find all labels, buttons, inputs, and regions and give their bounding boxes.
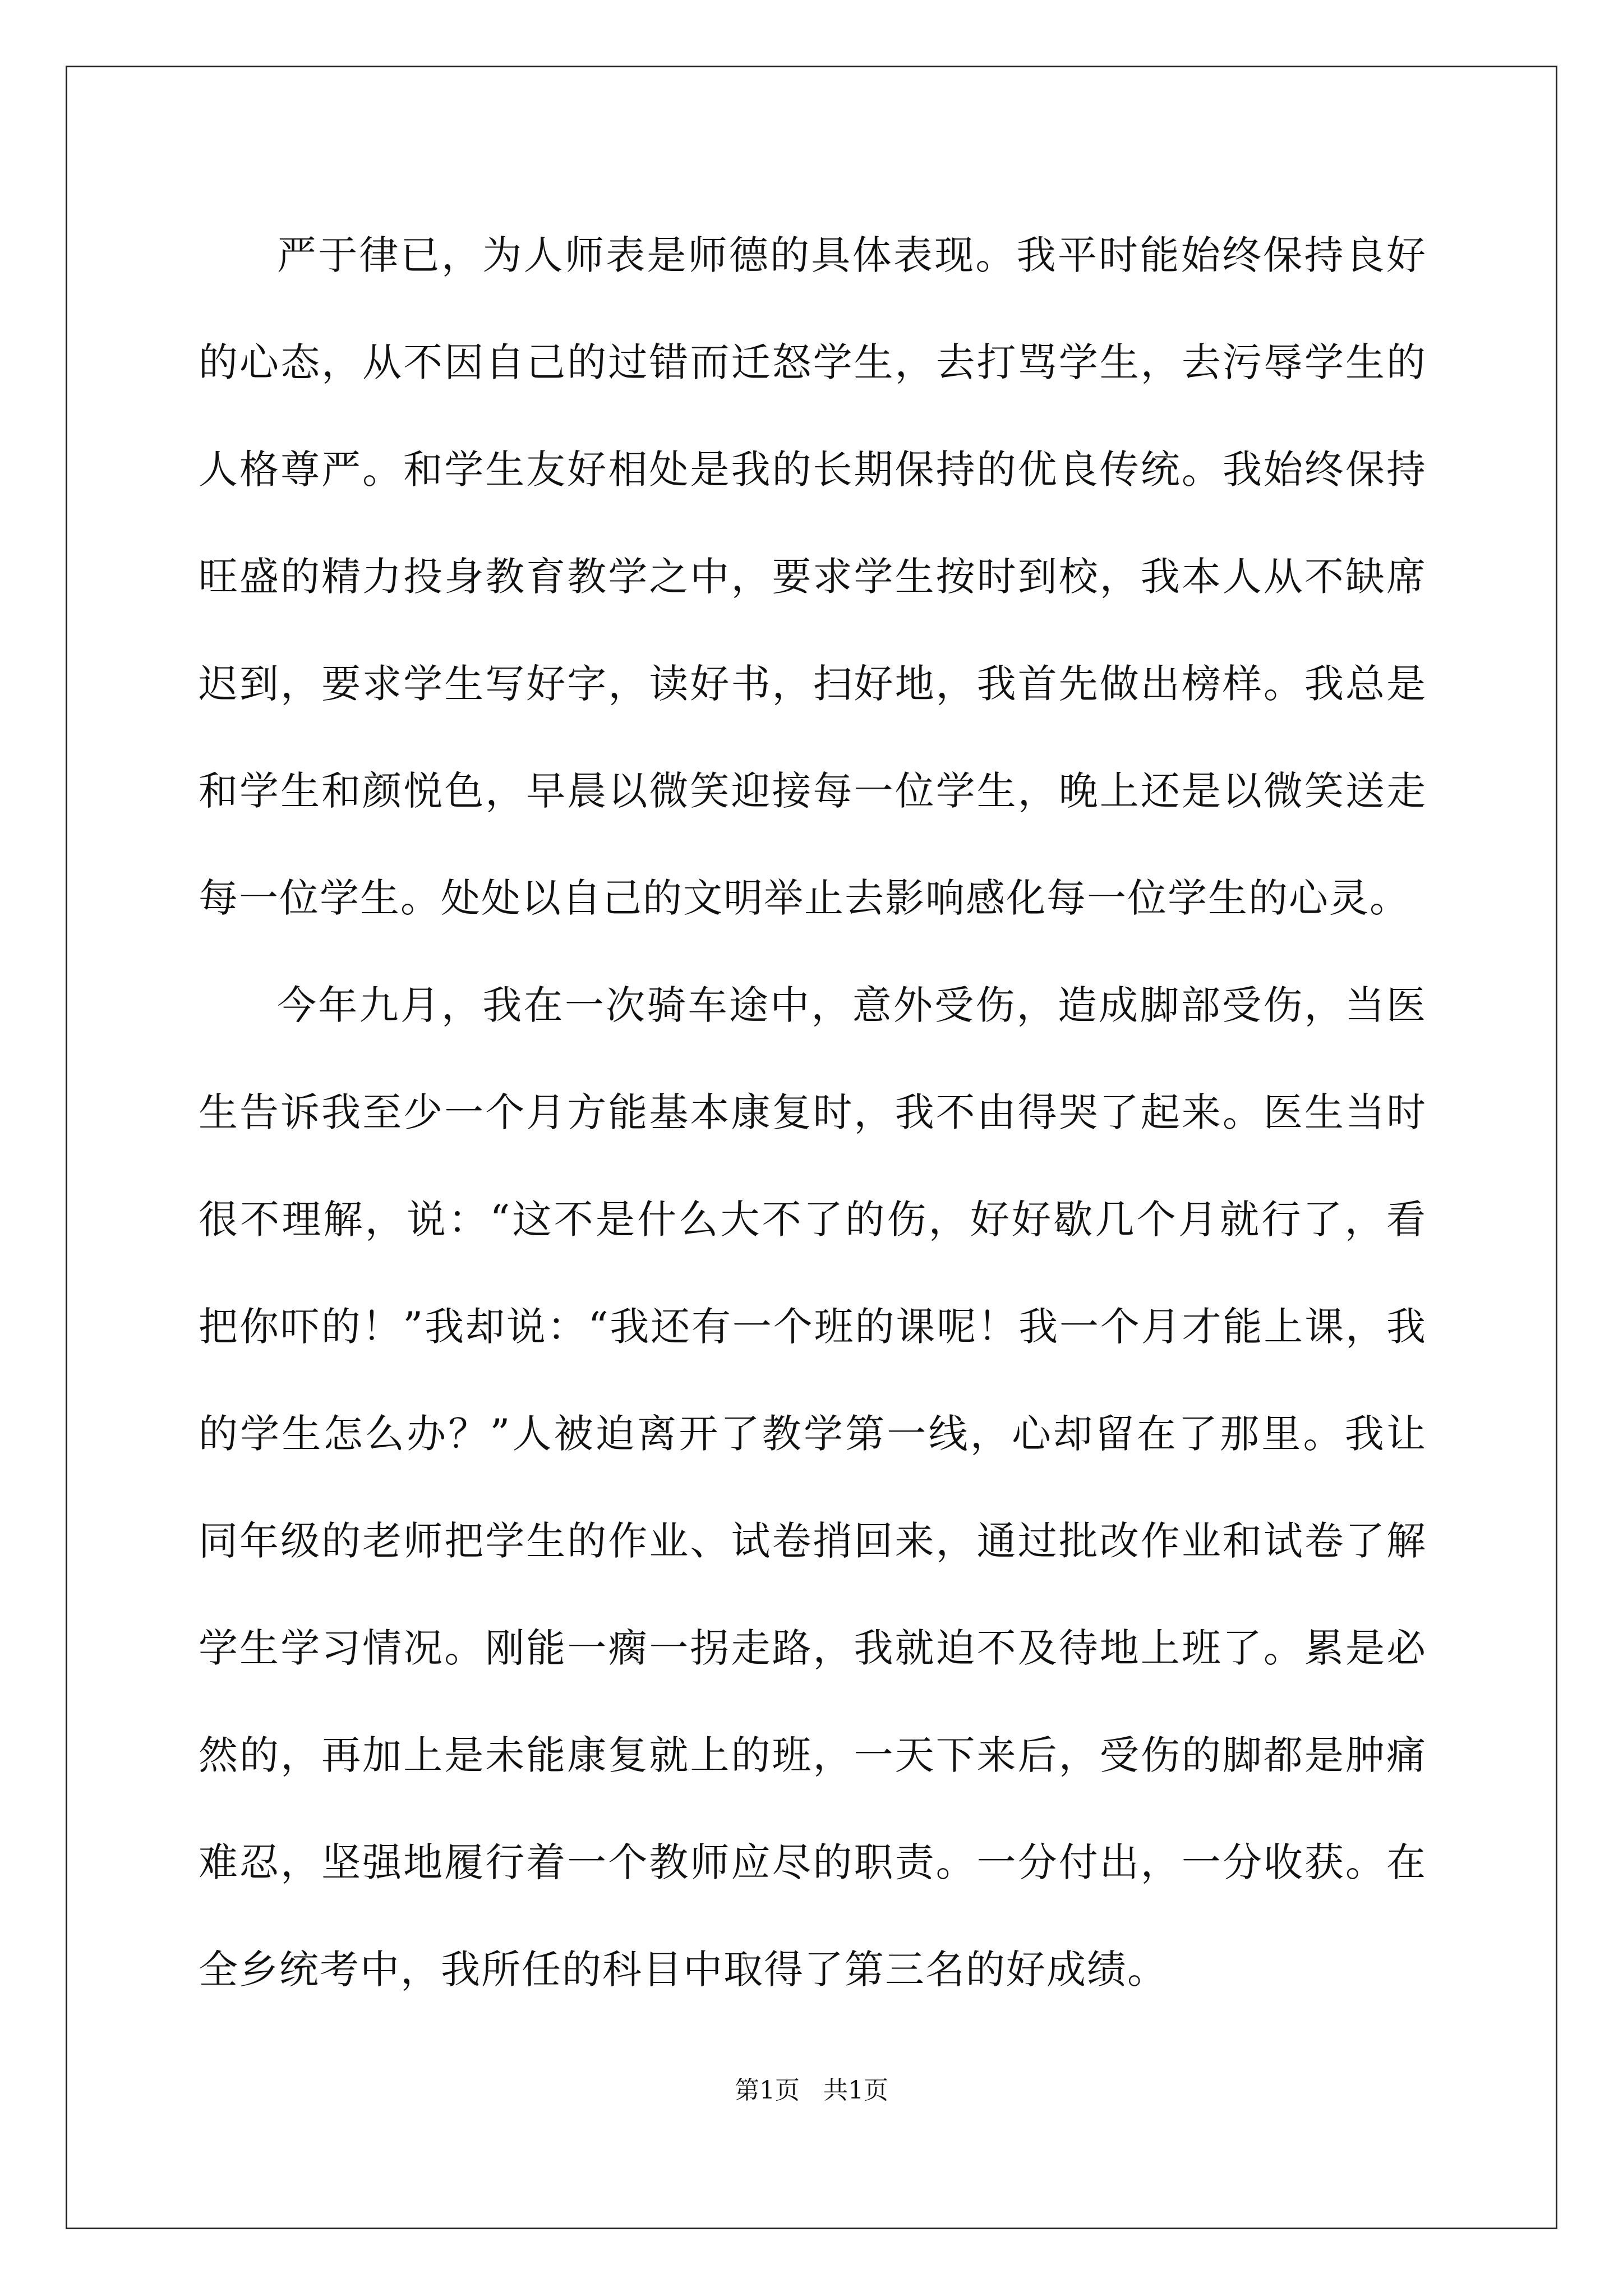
- paragraph-1: 严于律已，为人师表是师德的具体表现。我平时能始终保持良好的心态，从不因自己的过错而迁怒学生，去打骂学生，去污辱学生的人格尊严。和学生友好相处是我的长期保持的优良传统。我始终保持旺盛的精力投身教育教学之中，要求学生按时到校，我本人从不缺席迟到，要求学生写好字，读好书，扫好地，我首先做出榜样。我总是和学生和颜悦色，早晨以微笑迎接每一位学生，晚上还是以微笑送走每一位学生。处处以自己的文明举止去影响感化每一位学生的心灵。: [199, 232, 1427, 921]
- document-body: [199, 202, 1427, 2023]
- page-footer: 第1页 共1页: [735, 2076, 888, 2105]
- paragraph-2: 今年九月，我在一次骑车途中，意外受伤，造成脚部受伤，当医生告诉我至少一个月方能基本康复时，我不由得哭了起来。医生当时很不理解，说：“这不是什么大不了的伤，好好歇几个月就行了，看把你吓的！”我却说：“我还有一个班的课呢！我一个月才能上课，我的学生怎么办？”人被迫离开了教学第一线，心却留在了那里。我让同年级的老师把学生的作业、试卷捎回来，通过批改作业和试卷了解学生学习情况。刚能一瘸一拐走路，我就迫不及待地上班了。累是必然的，再加上是未能康复就上的班，一天下来后，受伤的脚都是肿痛难忍，坚强地履行着一个教师应尽的职责。一分付出，一分收获。在全乡统考中，我所任的科目中取得了第三名的好成绩。: [199, 982, 1427, 1993]
